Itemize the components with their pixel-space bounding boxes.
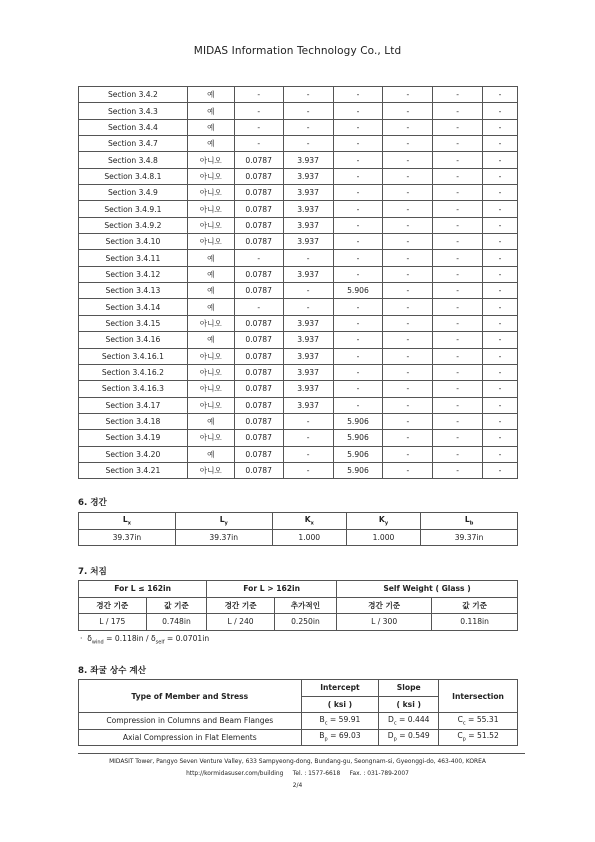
table-cell: - <box>383 103 433 119</box>
table-cell: 5.906 <box>333 413 383 429</box>
table-cell: - <box>283 413 333 429</box>
table-cell: - <box>283 430 333 446</box>
table-cell: - <box>433 299 483 315</box>
table-cell: - <box>433 152 483 168</box>
table-cell: - <box>433 413 483 429</box>
table-cell: - <box>383 234 433 250</box>
footer-divider <box>78 753 525 754</box>
table-cell: - <box>433 201 483 217</box>
table-cell: - <box>333 168 383 184</box>
table-cell: - <box>283 103 333 119</box>
table-cell: - <box>333 332 383 348</box>
table-cell: - <box>234 87 283 103</box>
header-intersection: Intersection <box>439 680 518 713</box>
table-cell: - <box>483 462 518 478</box>
value-lx: 39.37in <box>79 529 176 546</box>
table-cell: 0.0787 <box>234 446 283 462</box>
table-cell: - <box>433 397 483 413</box>
table-cell: - <box>283 87 333 103</box>
table-cell: - <box>433 462 483 478</box>
table-cell: - <box>433 217 483 233</box>
table-row <box>79 413 518 429</box>
table-cell: - <box>383 413 433 429</box>
table-cell: - <box>483 397 518 413</box>
subheader: 값 기준 <box>432 597 518 614</box>
table-cell: - <box>383 430 433 446</box>
table-cell: 아니오 <box>187 201 234 217</box>
table-cell: - <box>333 299 383 315</box>
table-cell: 0.0787 <box>234 152 283 168</box>
table-cell: - <box>433 185 483 201</box>
table-row <box>79 348 518 364</box>
table-cell: - <box>483 315 518 331</box>
table-cell: Section 3.4.10 <box>79 234 188 250</box>
deflection-value: 0.250in <box>274 614 336 631</box>
subheader: 값 기준 <box>146 597 207 614</box>
table-cell: - <box>234 250 283 266</box>
table-cell: Section 3.4.2 <box>79 87 188 103</box>
table-cell: 5.906 <box>333 446 383 462</box>
table-cell: Section 3.4.21 <box>79 462 188 478</box>
table-cell: - <box>333 201 383 217</box>
table-cell: - <box>433 168 483 184</box>
table-cell: 0.0787 <box>234 397 283 413</box>
table-cell: - <box>483 250 518 266</box>
table-cell: - <box>383 250 433 266</box>
deflection-note: · $\delta_{wind} = 0.118in / \delta_{self} = 0.0701in$ <box>80 634 210 646</box>
table-cell: - <box>483 413 518 429</box>
table-row <box>79 266 518 282</box>
table-cell: 0.0787 <box>234 348 283 364</box>
table-cell: 5.906 <box>333 430 383 446</box>
table-cell: - <box>283 119 333 135</box>
table-cell: - <box>483 217 518 233</box>
table-cell: - <box>433 119 483 135</box>
bullet-icon: · <box>80 634 83 643</box>
deflection-heading: 7. 처짐 <box>78 567 107 577</box>
table-row <box>79 152 518 168</box>
table-cell: 아니오 <box>187 364 234 380</box>
table-cell: - <box>433 266 483 282</box>
table-cell: Section 3.4.15 <box>79 315 188 331</box>
table-cell: - <box>383 185 433 201</box>
subheader: 경간 기준 <box>207 597 275 614</box>
table-cell: 3.937 <box>283 266 333 282</box>
table-cell: - <box>483 103 518 119</box>
table-cell: Section 3.4.18 <box>79 413 188 429</box>
table-row: Compression in Columns and Beam Flanges $B_c = 59.91$ $D_c = 0.444$ $C_c = 55.31$ <box>79 713 518 730</box>
table-cell: Section 3.4.4 <box>79 119 188 135</box>
table-cell: 0.0787 <box>234 462 283 478</box>
table-cell: 0.0787 <box>234 217 283 233</box>
table-cell: 0.0787 <box>234 332 283 348</box>
table-cell: 3.937 <box>283 217 333 233</box>
table-cell: - <box>333 381 383 397</box>
table-row <box>79 234 518 250</box>
header-kx: $K_x$ <box>272 513 346 530</box>
table-cell: - <box>234 136 283 152</box>
table-cell: Section 3.4.3 <box>79 103 188 119</box>
footer-contact: http://kormidasuser.com/building Tel. : 1577-6618 Fax. : 031-789-2007 <box>186 771 409 777</box>
group-long-span: For L > 162in <box>207 581 337 598</box>
table-cell: 3.937 <box>283 364 333 380</box>
section-check-table <box>78 86 518 479</box>
table-cell: - <box>433 430 483 446</box>
table-cell: - <box>383 348 433 364</box>
table-cell: - <box>433 332 483 348</box>
table-cell: - <box>483 332 518 348</box>
span-heading: 6. 경간 <box>78 498 107 508</box>
table-cell: 예 <box>187 119 234 135</box>
table-cell: - <box>433 446 483 462</box>
header-lx: $L_x$ <box>79 513 176 530</box>
table-cell: - <box>433 136 483 152</box>
table-row <box>79 185 518 201</box>
table-cell: - <box>483 168 518 184</box>
table-cell: 예 <box>187 283 234 299</box>
table-cell: - <box>483 446 518 462</box>
table-cell: - <box>483 283 518 299</box>
table-cell: 아니오 <box>187 185 234 201</box>
deflection-value: 0.118in <box>432 614 518 631</box>
coefficients-heading: 8. 좌굴 상수 계산 <box>78 666 147 676</box>
table-cell: Section 3.4.9 <box>79 185 188 201</box>
table-cell: - <box>333 136 383 152</box>
table-cell: - <box>383 119 433 135</box>
table-cell: 예 <box>187 446 234 462</box>
table-cell: - <box>283 299 333 315</box>
table-cell: 3.937 <box>283 168 333 184</box>
table-cell: - <box>333 103 383 119</box>
table-cell: 0.0787 <box>234 364 283 380</box>
table-cell: - <box>433 315 483 331</box>
table-cell: 아니오 <box>187 397 234 413</box>
table-cell: - <box>333 152 383 168</box>
table-cell: Section 3.4.16 <box>79 332 188 348</box>
group-short-span: For L ≤ 162in <box>79 581 207 598</box>
table-cell: Section 3.4.9.1 <box>79 201 188 217</box>
table-cell: - <box>383 381 433 397</box>
table-cell: Section 3.4.8 <box>79 152 188 168</box>
table-row <box>79 446 518 462</box>
subheader: 추가적인 <box>274 597 336 614</box>
header-slope-unit: ( ksi ) <box>379 696 439 713</box>
table-cell: Section 3.4.12 <box>79 266 188 282</box>
table-cell: - <box>483 201 518 217</box>
table-cell: 아니오 <box>187 348 234 364</box>
table-cell: - <box>383 87 433 103</box>
value-kx: 1.000 <box>272 529 346 546</box>
table-cell: - <box>433 364 483 380</box>
table-cell: 3.937 <box>283 315 333 331</box>
table-row <box>79 250 518 266</box>
table-cell: - <box>433 250 483 266</box>
table-cell: 0.0787 <box>234 430 283 446</box>
table-cell: 0.0787 <box>234 266 283 282</box>
table-cell: - <box>483 152 518 168</box>
table-row <box>79 430 518 446</box>
table-cell: 아니오 <box>187 217 234 233</box>
table-cell: - <box>433 234 483 250</box>
table-cell: 3.937 <box>283 201 333 217</box>
table-cell: - <box>483 364 518 380</box>
page-number: 2/4 <box>292 783 303 789</box>
table-cell: 예 <box>187 332 234 348</box>
table-cell: 예 <box>187 266 234 282</box>
table-cell: Section 3.4.16.1 <box>79 348 188 364</box>
table-cell: - <box>433 348 483 364</box>
table-row <box>79 168 518 184</box>
table-cell: 예 <box>187 413 234 429</box>
table-cell: Section 3.4.8.1 <box>79 168 188 184</box>
table-row <box>79 315 518 331</box>
table-cell: 0.0787 <box>234 381 283 397</box>
table-cell: - <box>283 283 333 299</box>
table-cell: - <box>383 299 433 315</box>
table-row <box>79 87 518 103</box>
table-cell: Section 3.4.13 <box>79 283 188 299</box>
subheader: 경간 기준 <box>79 597 147 614</box>
table-cell: - <box>383 446 433 462</box>
header-slope: Slope <box>379 680 439 697</box>
table-cell: 3.937 <box>283 234 333 250</box>
table-cell: Section 3.4.17 <box>79 397 188 413</box>
table-cell: Section 3.4.14 <box>79 299 188 315</box>
value-ky: 1.000 <box>346 529 420 546</box>
table-row <box>79 381 518 397</box>
table-cell: 아니오 <box>187 381 234 397</box>
table-cell: - <box>333 119 383 135</box>
table-cell: Section 3.4.11 <box>79 250 188 266</box>
header-intercept: Intercept <box>301 680 379 697</box>
table-cell: - <box>333 87 383 103</box>
header-ly: $L_y$ <box>175 513 272 530</box>
table-cell: 3.937 <box>283 381 333 397</box>
table-cell: 예 <box>187 87 234 103</box>
table-cell: - <box>234 119 283 135</box>
table-cell: 예 <box>187 103 234 119</box>
table-cell: - <box>483 136 518 152</box>
table-cell: - <box>383 283 433 299</box>
table-cell: - <box>333 234 383 250</box>
table-cell: 3.937 <box>283 185 333 201</box>
table-cell: - <box>383 136 433 152</box>
table-cell: 0.0787 <box>234 315 283 331</box>
value-ly: 39.37in <box>175 529 272 546</box>
table-cell: - <box>483 299 518 315</box>
table-cell: 아니오 <box>187 315 234 331</box>
table-cell: - <box>234 299 283 315</box>
table-cell: Section 3.4.20 <box>79 446 188 462</box>
deflection-value: L / 175 <box>79 614 147 631</box>
table-cell: - <box>333 250 383 266</box>
table-cell: 예 <box>187 136 234 152</box>
table-cell: Section 3.4.9.2 <box>79 217 188 233</box>
deflection-value: L / 300 <box>337 614 432 631</box>
table-row <box>79 462 518 478</box>
table-cell: Section 3.4.16.3 <box>79 381 188 397</box>
table-cell: - <box>433 103 483 119</box>
table-cell: 0.0787 <box>234 168 283 184</box>
table-cell: 아니오 <box>187 430 234 446</box>
table-cell: - <box>234 103 283 119</box>
buckling-constants-table <box>78 679 518 746</box>
table-cell: - <box>383 266 433 282</box>
header-intercept-unit: ( ksi ) <box>301 696 379 713</box>
table-row <box>79 119 518 135</box>
table-cell: - <box>283 136 333 152</box>
table-cell: - <box>483 430 518 446</box>
table-cell: - <box>433 381 483 397</box>
table-cell: Section 3.4.19 <box>79 430 188 446</box>
table-cell: - <box>383 332 433 348</box>
table-cell: 3.937 <box>283 348 333 364</box>
table-cell: 0.0787 <box>234 413 283 429</box>
table-cell: 0.0787 <box>234 185 283 201</box>
table-cell: 3.937 <box>283 332 333 348</box>
table-cell: - <box>483 185 518 201</box>
value-lb: 39.37in <box>421 529 518 546</box>
table-cell: - <box>433 87 483 103</box>
header-type: Type of Member and Stress <box>79 680 302 713</box>
table-cell: - <box>483 87 518 103</box>
table-cell: 5.906 <box>333 283 383 299</box>
table-row <box>79 201 518 217</box>
table-row <box>79 364 518 380</box>
footer-address: MIDASIT Tower, Pangyo Seven Venture Valley, 633 Sampyeong-dong, Bundang-gu, Seongnam-si, Gyeonggi-do, 463-400, KOREA <box>109 759 486 765</box>
header-ky: $K_y$ <box>346 513 420 530</box>
subheader: 경간 기준 <box>337 597 432 614</box>
table-cell: 5.906 <box>333 462 383 478</box>
table-row <box>79 283 518 299</box>
table-cell: - <box>333 185 383 201</box>
table-cell: Section 3.4.16.2 <box>79 364 188 380</box>
table-cell: 예 <box>187 299 234 315</box>
table-cell: - <box>333 266 383 282</box>
table-cell: - <box>483 266 518 282</box>
table-row <box>79 397 518 413</box>
table-cell: - <box>383 462 433 478</box>
table-cell: - <box>333 364 383 380</box>
group-self-weight: Self Weight ( Glass ) <box>337 581 518 598</box>
table-cell: - <box>383 397 433 413</box>
table-cell: - <box>383 168 433 184</box>
table-row: Axial Compression in Flat Elements $B_p = 69.03$ $D_p = 0.549$ $C_p = 51.52$ <box>79 729 518 746</box>
deflection-value: L / 240 <box>207 614 275 631</box>
table-cell: 아니오 <box>187 168 234 184</box>
table-cell: - <box>383 201 433 217</box>
table-cell: - <box>283 250 333 266</box>
table-cell: - <box>383 217 433 233</box>
table-cell: - <box>383 315 433 331</box>
table-cell: - <box>333 315 383 331</box>
table-cell: 아니오 <box>187 234 234 250</box>
deflection-table <box>78 580 518 631</box>
table-cell: 아니오 <box>187 462 234 478</box>
table-cell: 아니오 <box>187 152 234 168</box>
table-cell: - <box>483 348 518 364</box>
table-cell: 0.0787 <box>234 283 283 299</box>
table-row <box>79 332 518 348</box>
table-cell: - <box>383 152 433 168</box>
table-cell: 0.0787 <box>234 201 283 217</box>
company-header: MIDAS Information Technology Co., Ltd <box>193 45 402 57</box>
table-cell: 3.937 <box>283 397 333 413</box>
span-table <box>78 512 518 546</box>
table-cell: 0.0787 <box>234 234 283 250</box>
table-row <box>79 217 518 233</box>
table-cell: - <box>483 381 518 397</box>
table-cell: 3.937 <box>283 152 333 168</box>
table-cell: - <box>483 119 518 135</box>
table-cell: - <box>383 364 433 380</box>
table-cell: 예 <box>187 250 234 266</box>
table-cell: Section 3.4.7 <box>79 136 188 152</box>
table-cell: - <box>483 234 518 250</box>
table-cell: - <box>333 348 383 364</box>
table-cell: - <box>283 462 333 478</box>
deflection-value: 0.748in <box>146 614 207 631</box>
table-row <box>79 136 518 152</box>
table-cell: - <box>333 217 383 233</box>
header-lb: $L_b$ <box>421 513 518 530</box>
table-row <box>79 299 518 315</box>
table-row <box>79 103 518 119</box>
table-cell: - <box>433 283 483 299</box>
table-cell: - <box>283 446 333 462</box>
table-cell: - <box>333 397 383 413</box>
